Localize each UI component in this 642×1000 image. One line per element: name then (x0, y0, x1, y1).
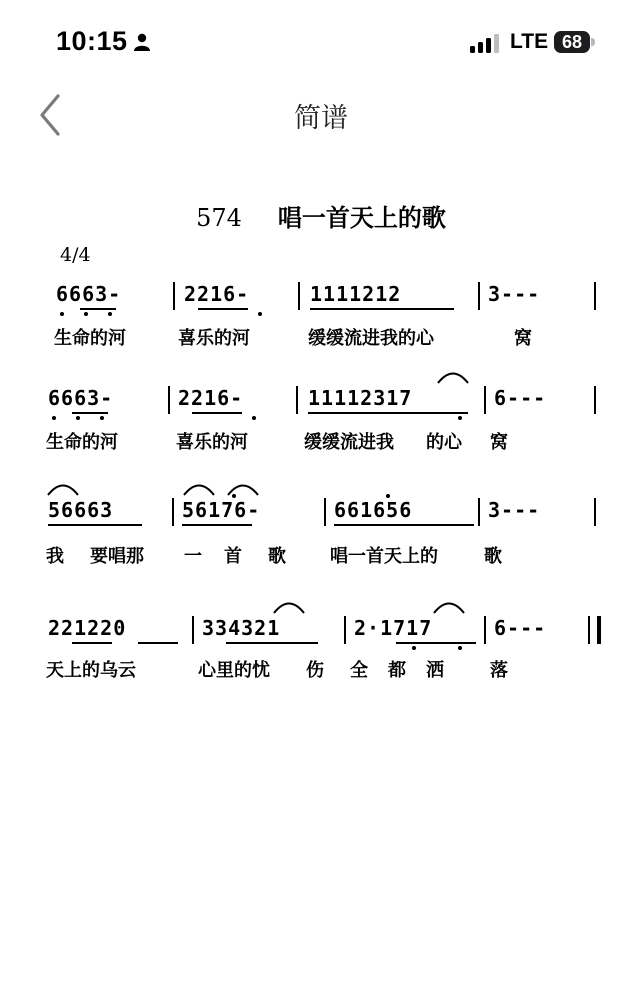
lyric: 生命的河 (46, 432, 118, 453)
lyric: 缓缓流进我的心 (308, 328, 434, 349)
person-icon (133, 33, 151, 51)
battery-level: 68 (554, 31, 590, 53)
low-octave-dot (412, 646, 416, 650)
measure: 6--- (494, 386, 547, 410)
measure: 56176- (182, 498, 261, 522)
carrier-label: LTE (510, 30, 549, 53)
lyric: 喜乐的河 (178, 328, 250, 349)
lyric: 心里的忧 (198, 660, 270, 681)
underline (198, 308, 248, 310)
measure: 2216- (178, 386, 244, 410)
underline (396, 642, 476, 644)
status-time: 10:15 (56, 26, 128, 56)
lyric: 首 (224, 546, 242, 567)
low-octave-dot (76, 416, 80, 420)
underline (48, 524, 142, 526)
underline (226, 642, 318, 644)
high-octave-dot (386, 494, 390, 498)
lyric: 天上的乌云 (46, 660, 136, 681)
bar-line (478, 498, 480, 526)
low-octave-dot (60, 312, 64, 316)
bar-line (478, 282, 480, 310)
tie-arc (436, 368, 470, 384)
lyric: 要唱那 (90, 546, 144, 567)
lyric: 歌 (268, 546, 286, 567)
lyric: 喜乐的河 (176, 432, 248, 453)
lyric: 我 (46, 546, 64, 567)
bar-line (484, 616, 486, 644)
battery-icon (554, 31, 596, 55)
bar-line (296, 386, 298, 414)
tie-arc (182, 480, 216, 496)
measure: 2216- (184, 282, 250, 306)
tie-arc (46, 480, 80, 496)
underline (310, 308, 454, 310)
bar-line (192, 616, 194, 644)
tie-arc (226, 480, 260, 496)
final-bar-line (588, 616, 601, 644)
lyric: 全 (350, 660, 368, 681)
underline (72, 412, 108, 414)
song-title: 唱一首天上的歌 (277, 203, 446, 232)
lyric: 窝 (514, 328, 532, 349)
bar-line (324, 498, 326, 526)
measure: 6663- (48, 386, 114, 410)
low-octave-dot (258, 312, 262, 316)
measure: 3--- (488, 282, 541, 306)
sheet-music-image (28, 162, 614, 702)
bar-line (594, 282, 596, 310)
lyric: 歌 (484, 546, 502, 567)
status-bar (0, 0, 642, 80)
bar-line (594, 498, 596, 526)
measure: 221220 (48, 616, 127, 640)
underline (308, 412, 468, 414)
song-heading (28, 198, 614, 233)
bar-line (594, 386, 596, 414)
lyric: 窝 (490, 432, 508, 453)
low-octave-dot (458, 416, 462, 420)
bar-line (168, 386, 170, 414)
bar-line (344, 616, 346, 644)
tie-arc (432, 598, 466, 614)
lyric: 唱一首天上的 (330, 546, 438, 567)
low-octave-dot (84, 312, 88, 316)
lyric: 洒 (426, 660, 444, 681)
page-title: 简谱 (294, 103, 348, 134)
lyric: 都 (388, 660, 406, 681)
lyric: 落 (490, 660, 508, 681)
low-octave-dot (108, 312, 112, 316)
lyric: 伤 (306, 660, 324, 681)
time-signature: 4/4 (60, 244, 91, 266)
measure: 56663 (48, 498, 114, 522)
signal-icon (470, 33, 504, 53)
measure: 1111212 (310, 282, 402, 306)
navigation-bar (0, 80, 642, 150)
lyric: 的心 (426, 432, 462, 453)
bar-line (172, 498, 174, 526)
lyric: 一 (184, 546, 202, 567)
bar-line (173, 282, 175, 310)
low-octave-dot (252, 416, 256, 420)
measure: 334321 (202, 616, 281, 640)
low-octave-dot (100, 416, 104, 420)
measure: 3--- (488, 498, 541, 522)
battery-cap (591, 38, 595, 46)
high-octave-dot (232, 494, 236, 498)
lyric: 生命的河 (54, 328, 126, 349)
underline (80, 308, 116, 310)
underline (192, 412, 242, 414)
underline (72, 642, 112, 644)
measure: 11112317 (308, 386, 413, 410)
underline (182, 524, 252, 526)
measure: 6--- (494, 616, 547, 640)
lyric: 缓缓流进我 (304, 432, 394, 453)
measure: 6663- (56, 282, 122, 306)
underline (138, 642, 178, 644)
measure: 2·1717 (354, 616, 433, 640)
bar-line (298, 282, 300, 310)
underline (334, 524, 474, 526)
measure: 661656 (334, 498, 413, 522)
bar-line (484, 386, 486, 414)
tie-arc (272, 598, 306, 614)
low-octave-dot (458, 646, 462, 650)
song-number: 574 (196, 204, 242, 232)
low-octave-dot (52, 416, 56, 420)
